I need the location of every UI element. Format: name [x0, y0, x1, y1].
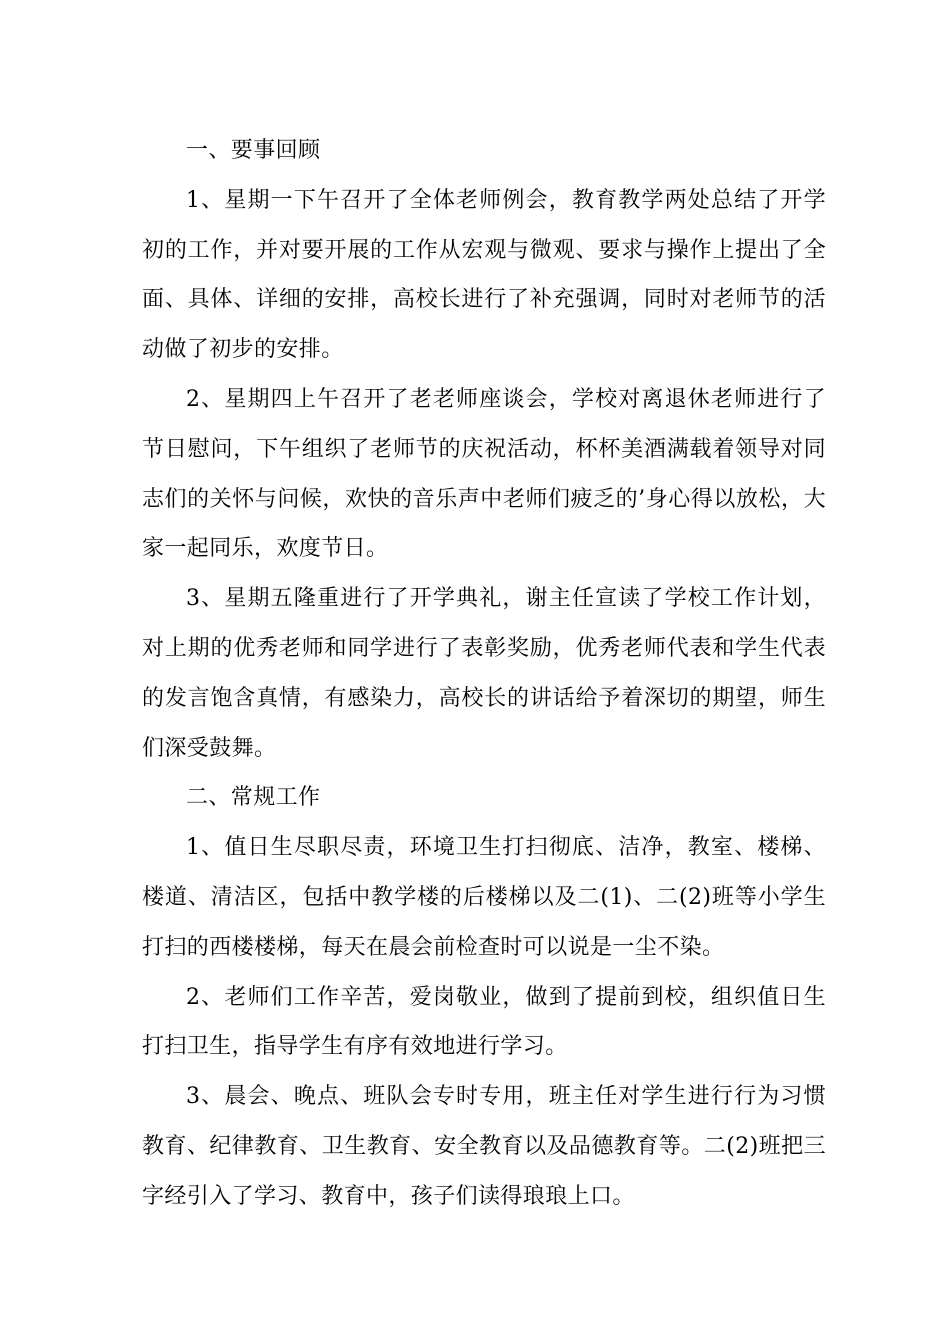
paragraph-opening-ceremony: 3、星期五隆重进行了开学典礼，谢主任宣读了学校工作计划，对上期的优秀老师和同学进行了表彰奖励，优秀老师代表和学生代表的发言饱含真情，有感染力，高校长的讲话给予着深切的期望，师生们深受鼓舞。	[142, 586, 826, 761]
paragraph-retired-teacher-forum: 2、星期四上午召开了老老师座谈会，学校对离退休老师进行了节日慰问，下午组织了老师节的庆祝活动，杯杯美酒满载着领导对同志们的关怀与问候，欢快的音乐声中老师们疲乏的’身心得以放松，大家一起同乐，欢度节日。	[142, 386, 826, 562]
paragraph-class-meetings: 3、晨会、晚点、班队会专时专用，班主任对学生进行行为习惯教育、纪律教育、卫生教育、安全教育以及品德教育等。二(2)班把三字经引入了学习、教育中，孩子们读得琅琅上口。	[142, 1084, 826, 1209]
document-body	[142, 126, 826, 1222]
section-heading-review: 一、要事回顾	[186, 138, 321, 163]
paragraph-duty-students: 1、值日生尽职尽责，环境卫生打扫彻底、洁净，教室、楼梯、楼道、清洁区，包括中教学楼的后楼梯以及二(1)、二(2)班等小学生打扫的西楼楼梯，每天在晨会前检查时可以说是一尘不染。	[142, 835, 826, 960]
paragraph-teacher-meeting: 1、星期一下午召开了全体老师例会，教育教学两处总结了开学初的工作，并对要开展的工作从宏观与微观、要求与操作上提出了全面、具体、详细的安排，高校长进行了补充强调，同时对老师节的活动做了初步的安排。	[142, 187, 826, 363]
paragraph-teachers-dedication: 2、老师们工作辛苦，爱岗敬业，做到了提前到校，组织值日生打扫卫生，指导学生有序有效地进行学习。	[142, 984, 826, 1060]
section-heading-routine-work: 二、常规工作	[186, 785, 321, 811]
